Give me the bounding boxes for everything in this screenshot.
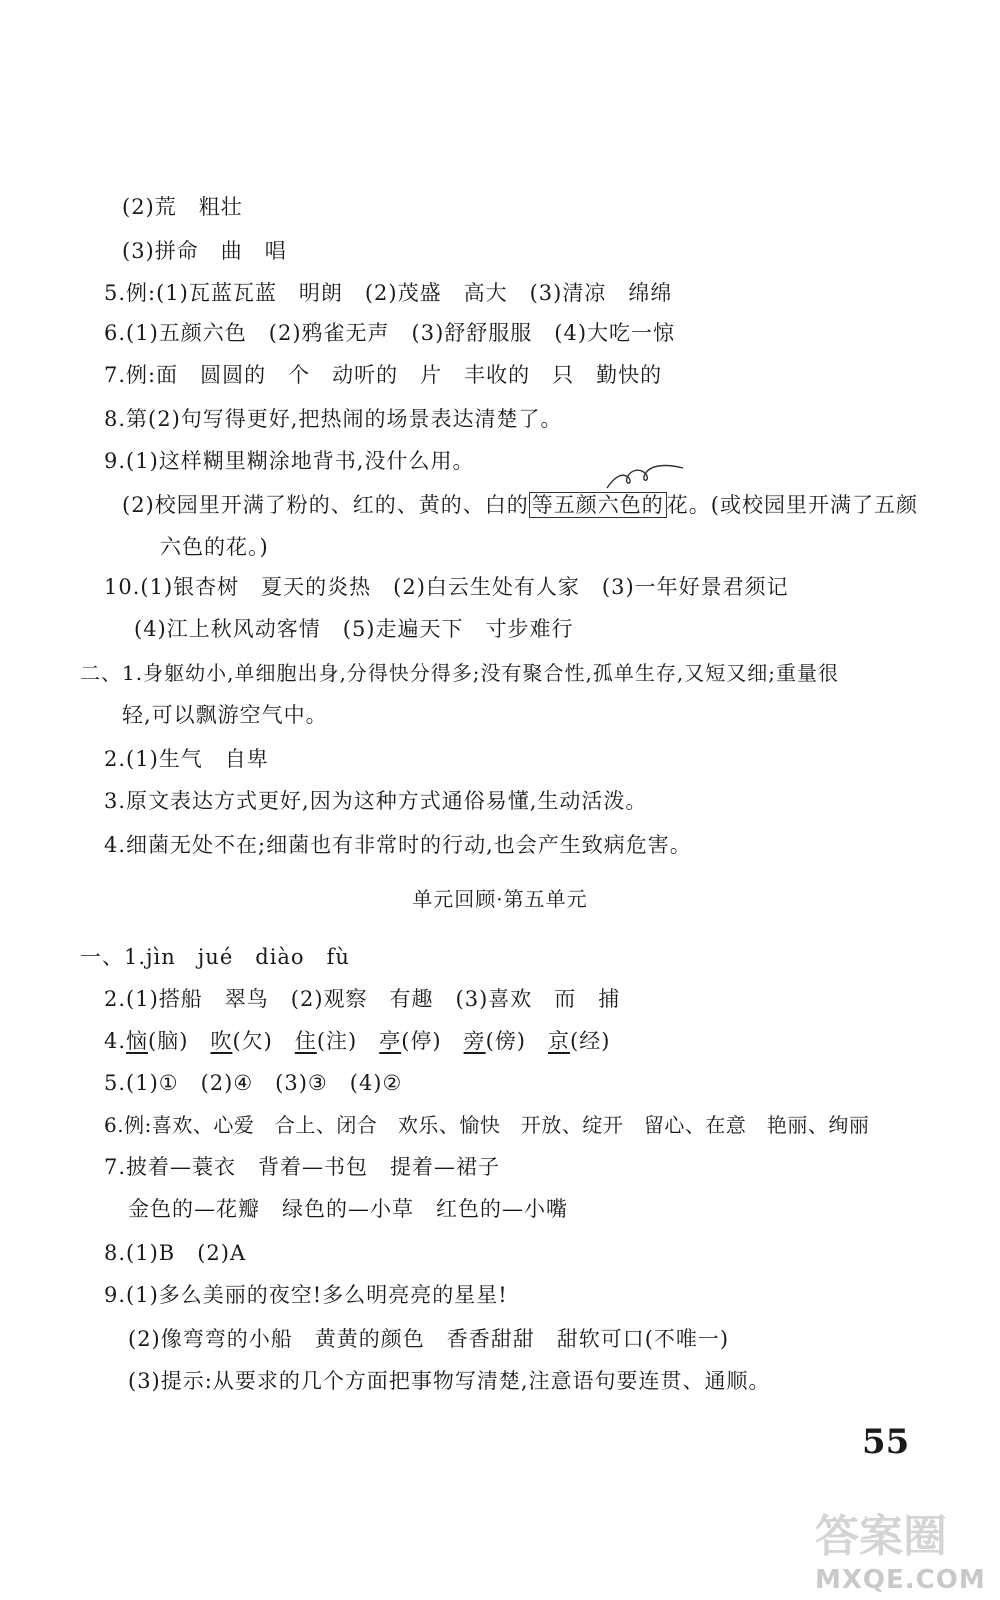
underlined-char: 吹 xyxy=(210,1029,233,1053)
answer-line: (2)像弯弯的小船 黄黄的颜色 香香甜甜 甜软可口(不唯一) xyxy=(128,1327,730,1351)
answer-line: (3)提示:从要求的几个方面把事物写清楚,注意语句要连贯、通顺。 xyxy=(128,1369,771,1393)
answer-line: 9.(1)多么美丽的夜空!多么明亮亮的星星! xyxy=(104,1283,508,1307)
answer-line: (3)拼命 曲 唱 xyxy=(122,239,287,263)
answer-line: 7.披着—蓑衣 背着—书包 提着—裙子 xyxy=(104,1155,501,1179)
underlined-char: 旁 xyxy=(463,1029,486,1053)
watermark-logo: 答案圈 xyxy=(815,1511,947,1562)
underlined-char: 京 xyxy=(548,1029,570,1053)
answer-text: (2)校园里开满了粉的、红的、黄的、白的 xyxy=(122,493,529,517)
answer-line: 6.(1)五颜六色 (2)鸦雀无声 (3)舒舒服服 (4)大吃一惊 xyxy=(104,321,676,345)
page-number: 55 xyxy=(862,1422,910,1462)
answer-line: (2)荒 粗壮 xyxy=(122,195,243,219)
underlined-char: 住 xyxy=(294,1029,317,1053)
watermark-site: MXQE.COM xyxy=(815,1565,986,1595)
answer-line: 4.细菌无处不在;细菌也有非常时的行动,也会产生致病危害。 xyxy=(104,833,692,857)
answer-line: 9.(1)这样糊里糊涂地背书,没什么用。 xyxy=(104,449,475,473)
answer-line: 7.例:面 圆圆的 个 动听的 片 丰收的 只 勤快的 xyxy=(104,363,663,387)
correction: (欠) xyxy=(232,1029,273,1053)
watermark xyxy=(815,1500,995,1595)
correction: (注) xyxy=(316,1029,358,1053)
answer-line: 一、1.jìn jué diào fù xyxy=(80,945,350,969)
correction: (经) xyxy=(570,1029,611,1053)
answer-line: 6.例:喜欢、心爱 合上、闭合 欢乐、愉快 开放、绽开 留心、在意 艳丽、绚丽 xyxy=(104,1113,870,1137)
correction: (脑) xyxy=(148,1029,189,1053)
answer-line: 8.(1)B (2)A xyxy=(104,1241,247,1265)
answer-line: 5.(1)① (2)④ (3)③ (4)② xyxy=(104,1071,403,1095)
answer-line: 3.原文表达方式更好,因为这种方式通俗易懂,生动活泼。 xyxy=(104,789,648,813)
answer-line: 六色的花。) xyxy=(160,535,269,559)
answer-line xyxy=(122,490,918,520)
answer-line: 10.(1)银杏树 夏天的炎热 (2)白云生处有人家 (3)一年好景君须记 xyxy=(104,575,789,599)
correction: (停) xyxy=(401,1029,442,1053)
answer-line: 2.(1)搭船 翠鸟 (2)观察 有趣 (3)喜欢 而 捕 xyxy=(104,987,621,1011)
answer-line: 5.例:(1)瓦蓝瓦蓝 明朗 (2)茂盛 高大 (3)清凉 绵绵 xyxy=(104,281,673,305)
item-prefix: 4. xyxy=(104,1029,127,1053)
correction: (傍) xyxy=(485,1029,526,1053)
answer-line: 二、1.身躯幼小,单细胞出身,分得快分得多;没有聚合性,孤单生存,又短又细;重量很 xyxy=(80,661,839,685)
underlined-char: 恼 xyxy=(126,1029,149,1053)
answer-text: 花。(或校园里开满了五颜 xyxy=(666,493,918,517)
section-title: 单元回顾·第五单元 xyxy=(412,887,588,911)
answer-line: 2.(1)生气 自卑 xyxy=(104,747,269,771)
answer-line: 轻,可以飘游空气中。 xyxy=(122,703,328,727)
answer-line: 8.第(2)句写得更好,把热闹的场景表达清楚了。 xyxy=(104,407,563,431)
underlined-char: 亭 xyxy=(379,1029,402,1053)
boxed-phrase: 等五颜六色的 xyxy=(529,492,667,518)
answer-line xyxy=(104,1026,610,1056)
squiggle-mark xyxy=(605,462,685,492)
answer-line: (4)江上秋风动客情 (5)走遍天下 寸步难行 xyxy=(134,617,574,641)
answer-line: 金色的—花瓣 绿色的—小草 红色的—小嘴 xyxy=(128,1197,568,1221)
